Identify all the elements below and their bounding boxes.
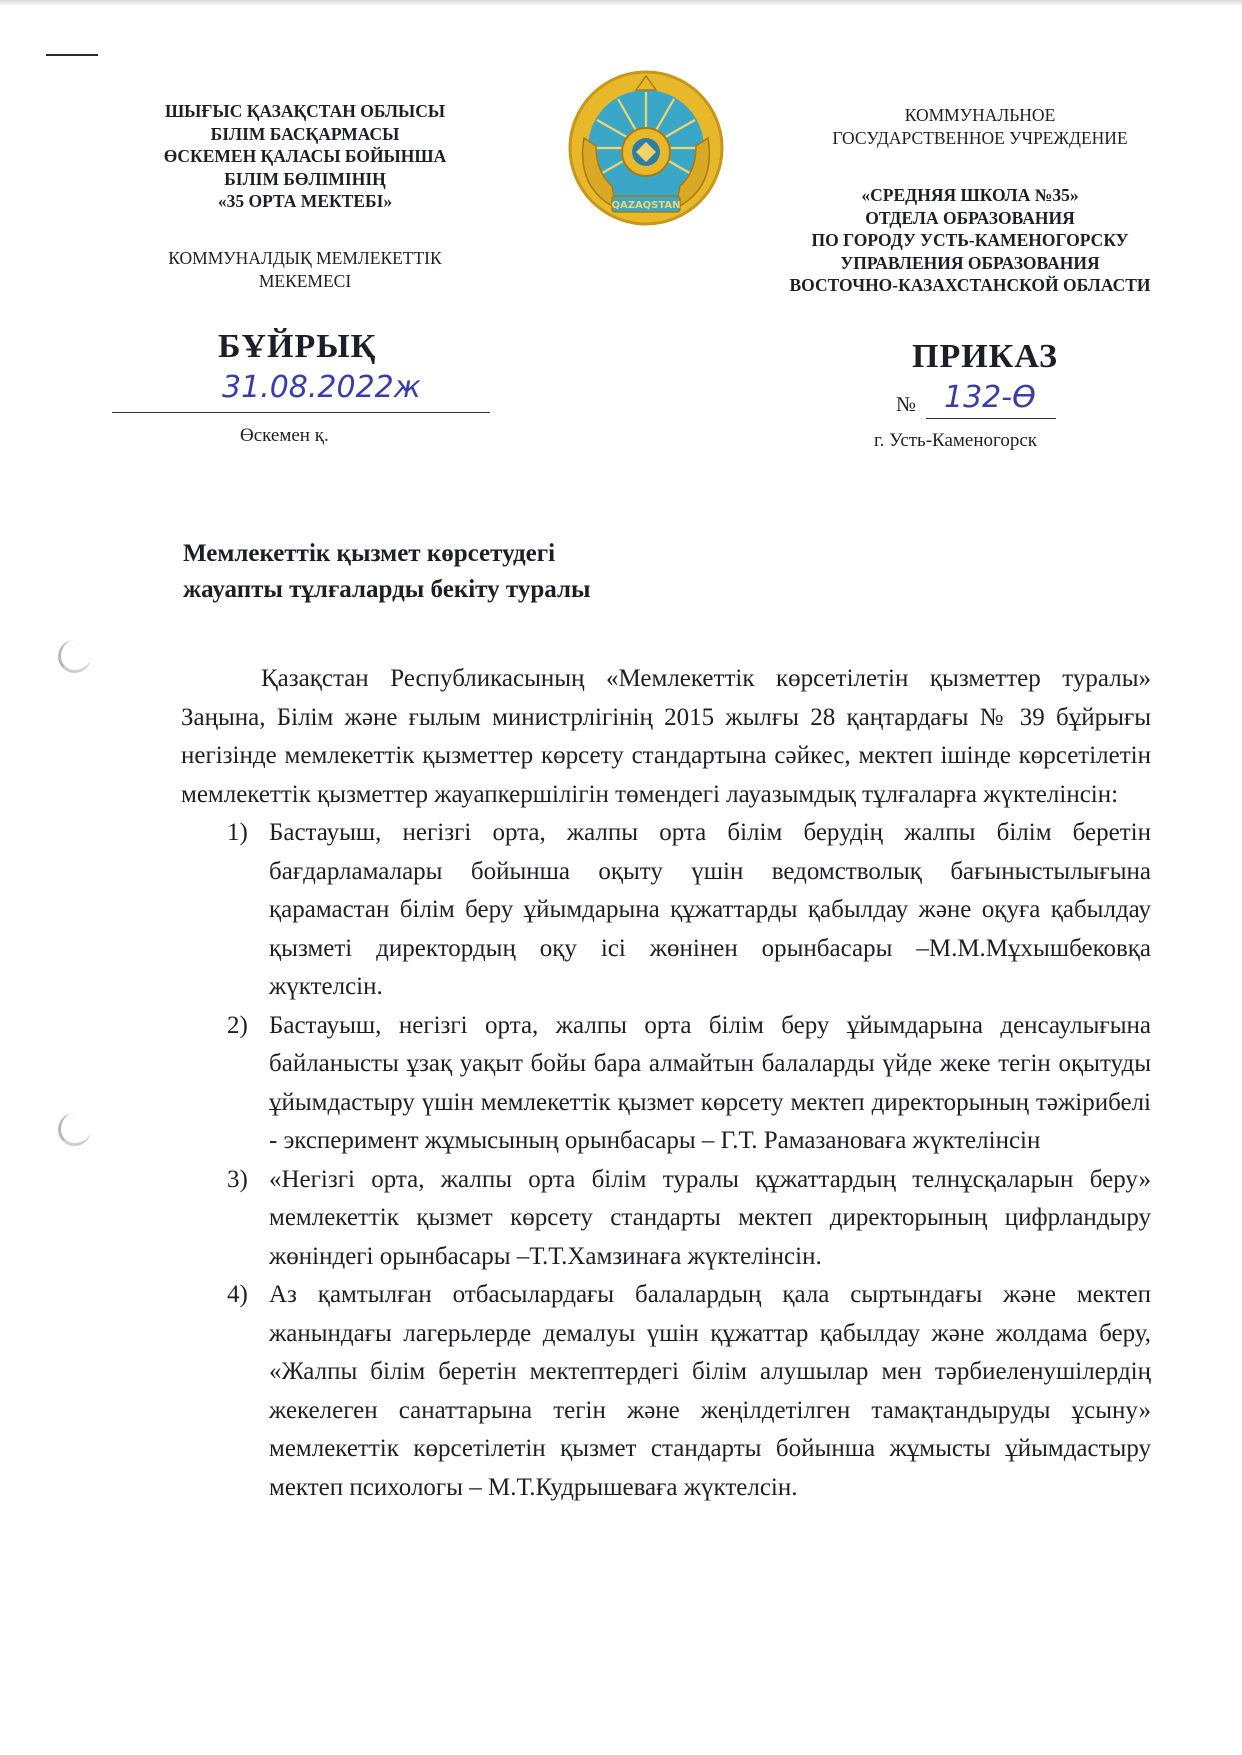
order-number-prefix: №	[896, 392, 917, 416]
order-number-handwritten: 132-Ө	[944, 380, 1036, 415]
header-left-line: БІЛІМ БАСҚАРМАСЫ	[210, 123, 400, 144]
header-left-type	[100, 247, 510, 292]
order-title-kz: БҰЙРЫҚ	[218, 328, 377, 365]
punch-hole-top	[58, 640, 91, 673]
state-emblem-icon	[566, 68, 726, 228]
header-left-org	[100, 100, 510, 213]
state-emblem	[566, 68, 726, 228]
order-body	[181, 660, 1151, 1507]
header-right-org	[760, 184, 1180, 297]
header-right-line: ПО ГОРОДУ УСТЬ-КАМЕНОГОРСКУ	[811, 230, 1129, 250]
header-right-type	[790, 104, 1170, 149]
list-item-text: Бастауыш, негізгі орта, жалпы орта білім берудің жалпы білім беретін бағдарламалары бойынша оқыту үшін ведомстволық бағыныстылығына қарамастан білім беру ұйымдарына құжаттарды қабылдау және оқуға қабылдау қызметі директордың оқу ісі жөнінен орынбасары –М.М.Мұхышбековқа жүктелсін.	[269, 819, 1151, 1000]
header-left-line: «35 ОРТА МЕКТЕБІ»	[217, 191, 393, 211]
header-left-line: ШЫҒЫС ҚАЗАҚСТАН ОБЛЫСЫ	[164, 101, 446, 121]
scan-top-edge	[0, 0, 1242, 6]
list-item-text: Бастауыш, негізгі орта, жалпы орта білім беру ұйымдарына денсаулығына байланысты ұзақ уақыт бойы бара алмайтын балаларды үйде жеке тегін оқытуды ұйымдастыру үшін мемлекеттік қызмет көрсету мектеп директорының тәжірибелі - эксперимент жұмысының орынбасары – Г.Т. Рамазановаға жүктелінсін	[269, 1011, 1151, 1154]
header-left-line: БІЛІМ БӨЛІМІНІҢ	[224, 168, 386, 189]
list-item-text: Аз қамтылған отбасылардағы балалардың қала сыртындағы және мектеп жанындағы лагерьлерде демалуы үшін құжаттар қабылдау және жолдама беру, «Жалпы білім беретін мектептердегі білім алушылар мен тәрбиеленушілердің жекелеген санаттарына тегін және жеңілдетілген тамақтандыруды ұсыну» мемлекеттік көрсетілетін қызмет стандарты бойынша жұмысты ұйымдастыру мектеп психологы – М.Т.Кудрышеваға жүктелсін.	[269, 1281, 1151, 1501]
header-left-sub-line: МЕКЕМЕСІ	[258, 270, 352, 291]
order-city-kz: Өскемен қ.	[240, 425, 329, 446]
order-date-line	[112, 412, 490, 413]
order-city-ru: г. Усть-Каменогорск	[874, 430, 1038, 451]
list-item	[181, 1007, 1151, 1161]
list-item-number: 1)	[227, 819, 248, 846]
order-subject	[183, 536, 590, 608]
list-item	[181, 814, 1151, 1007]
order-date-handwritten: 31.08.2022ж	[222, 370, 421, 405]
order-title-ru: ПРИКАЗ	[912, 338, 1058, 375]
header-right-line: УПРАВЛЕНИЯ ОБРАЗОВАНИЯ	[840, 252, 1100, 273]
list-item	[181, 1161, 1151, 1277]
emblem-label: QAZAQSTAN	[611, 200, 681, 211]
header-right-line: ВОСТОЧНО-КАЗАХСТАНСКОЙ ОБЛАСТИ	[789, 275, 1151, 295]
order-intro-paragraph: Қазақстан Республикасының «Мемлекеттік көрсетілетін қызметтер туралы» Заңына, Білім және ғылым министрлігінің 2015 жылғы 28 қаңтардағы № 39 бұйрығы негізінде мемлекеттік қызметтер көрсету стандартына сәйкес, мектеп ішінде көрсетілетін мемлекеттік қызметтер жауапкершілігін төмендегі лауазымдық тұлғаларға жүктелінсін:	[181, 665, 1151, 808]
punch-hole-bottom	[58, 1113, 91, 1146]
list-item	[181, 1276, 1151, 1507]
order-subject-line: жауапты тұлғаларды бекіту туралы	[183, 576, 591, 603]
order-subject-line: Мемлекеттік қызмет көрсетудегі	[183, 540, 556, 567]
header-right-top-line: КОММУНАЛЬНОЕ	[904, 105, 1056, 125]
header-right-top-line: ГОСУДАРСТВЕННОЕ УЧРЕЖДЕНИЕ	[832, 127, 1128, 148]
list-item-number: 3)	[227, 1165, 248, 1193]
order-number-line	[926, 418, 1056, 419]
header-left-line: ӨСКЕМЕН ҚАЛАСЫ БОЙЫНША	[163, 146, 447, 166]
list-item-text: «Негізгі орта, жалпы орта білім туралы құжаттардың телнұсқаларын беру» мемлекеттік қызмет көрсету стандарты мектеп директорының цифрландыру жөніндегі орынбасары –Т.Т.Хамзинаға жүктелінсін.	[269, 1165, 1151, 1270]
list-item-number: 2)	[227, 1011, 248, 1039]
header-right-line: «СРЕДНЯЯ ШКОЛА №35»	[861, 185, 1079, 205]
list-item-number: 4)	[227, 1281, 248, 1308]
scan-edge-mark	[46, 54, 98, 56]
header-left-sub-line: КОММУНАЛДЫҚ МЕМЛЕКЕТТІК	[168, 248, 442, 268]
header-right-line: ОТДЕЛА ОБРАЗОВАНИЯ	[865, 207, 1075, 228]
